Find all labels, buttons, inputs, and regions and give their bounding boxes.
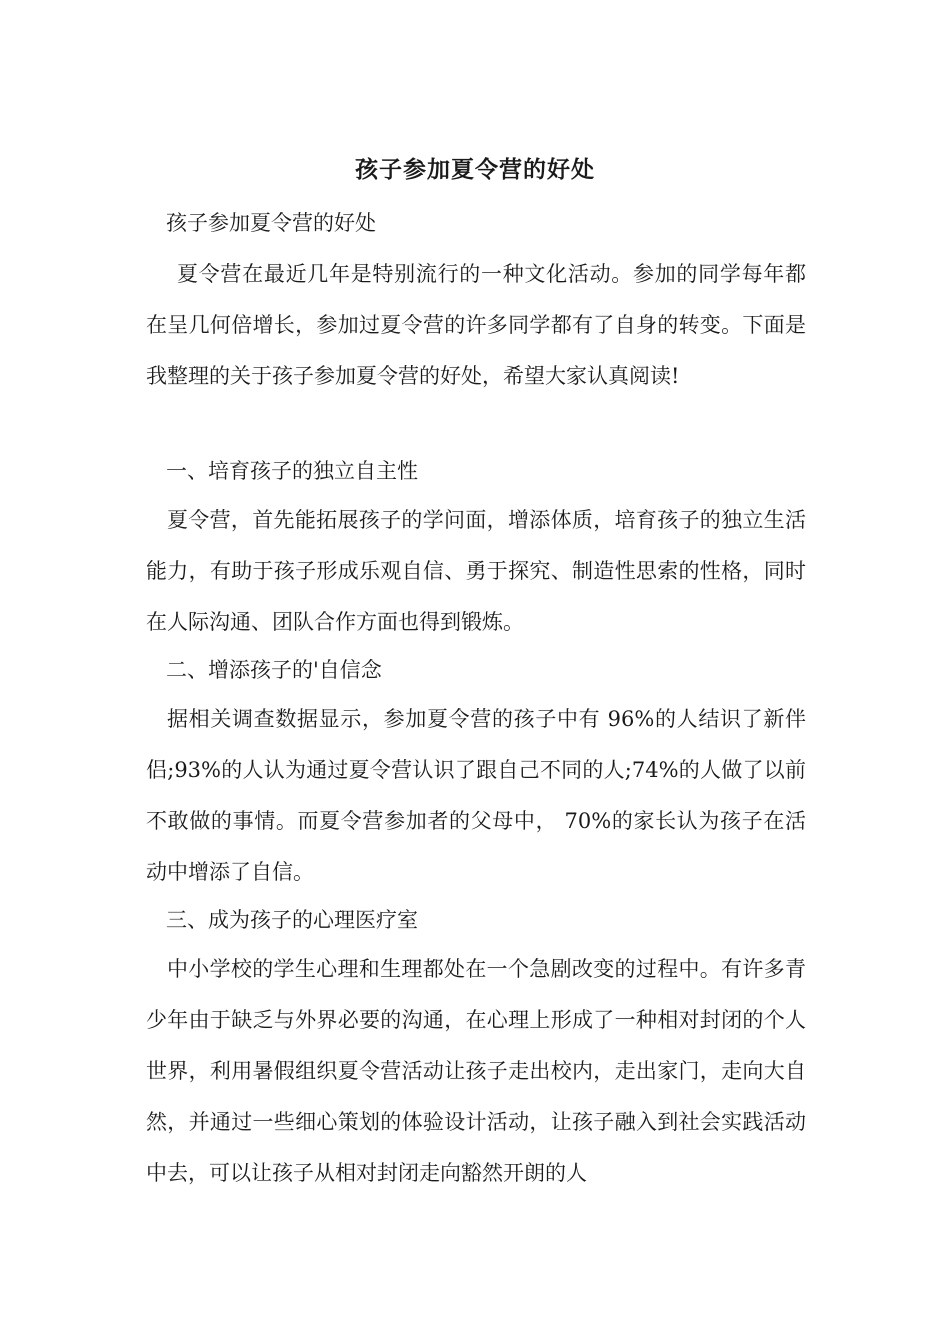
section-heading-3: 三、成为孩子的心理医疗室: [166, 908, 418, 932]
section-body-3: 中小学校的学生心理和生理都处在一个急剧改变的过程中。有许多青少年由于缺乏与外界必要的沟通，在心理上形成了一种相对封闭的个人世界，利用暑假组织夏令营活动让孩子走出校内，走出家门，走向大自然，并通过一些细心策划的体验设计活动，让孩子融入到社会实践活动中去，可以让孩子从相对封闭走向豁然开朗的人: [146, 957, 806, 1185]
section-heading-1: 一、培育孩子的独立自主性: [166, 459, 418, 483]
section-body-1: 夏令营，首先能拓展孩子的学问面，增添体质，培育孩子的独立生活能力，有助于孩子形成乐观自信、勇于探究、制造性思索的性格，同时在人际沟通、团队合作方面也得到锻炼。: [146, 508, 806, 634]
intro-paragraph: 夏令营在最近几年是特别流行的一种文化活动。参加的同学每年都在呈几何倍增长，参加过夏令营的许多同学都有了自身的转变。下面是我整理的关于孩子参加夏令营的好处，希望大家认真阅读!: [146, 262, 806, 388]
document-subtitle: 孩子参加夏令营的好处: [166, 211, 376, 235]
section-body-2: 据相关调查数据显示，参加夏令营的孩子中有 96%的人结识了新伴侣;93%的人认为通过夏令营认识了跟自己不同的人;74%的人做了以前不敢做的事情。而夏令营参加者的父母中， 70%的家长认为孩子在活动中增添了自信。: [146, 707, 806, 884]
document-title: 孩子参加夏令营的好处: [355, 156, 595, 183]
section-heading-2: 二、增添孩子的'自信念: [166, 658, 382, 682]
